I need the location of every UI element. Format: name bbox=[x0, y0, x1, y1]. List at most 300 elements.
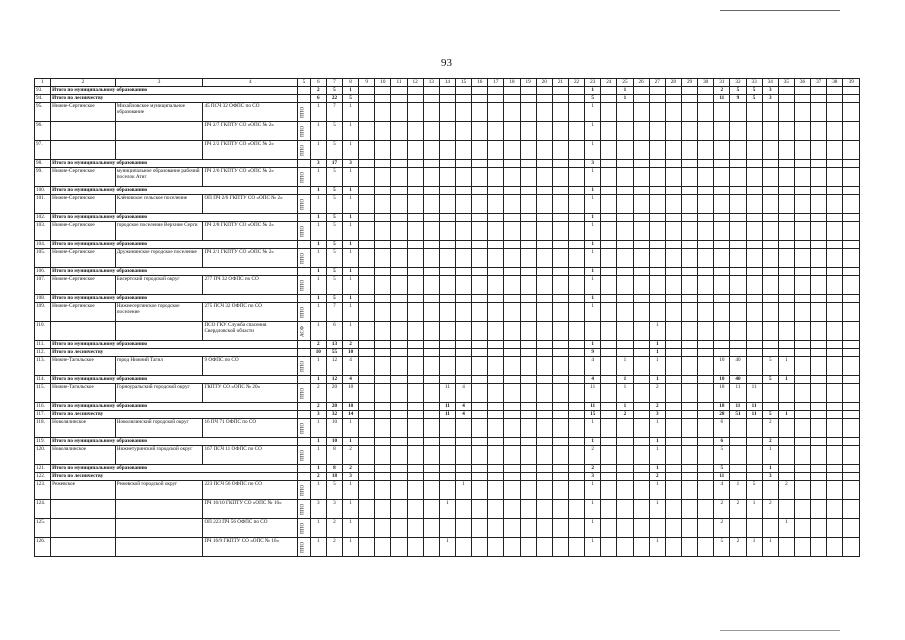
value-cell bbox=[359, 268, 375, 276]
value-cell bbox=[407, 341, 423, 349]
value-cell: 1 bbox=[617, 357, 633, 376]
value-cell: 5 bbox=[326, 141, 342, 160]
value-cell bbox=[472, 295, 488, 303]
total-label: Итого по муниципальному образованию bbox=[51, 268, 298, 276]
column-header: 32 bbox=[730, 79, 746, 87]
value-cell bbox=[520, 500, 536, 519]
value-cell bbox=[827, 481, 843, 500]
value-cell bbox=[552, 241, 568, 249]
value-cell bbox=[536, 187, 552, 195]
value-cell: 40 bbox=[730, 376, 746, 384]
total-row bbox=[35, 95, 860, 103]
unit-cell: 275 ПСЧ 32 ОФПС по СО bbox=[203, 303, 298, 322]
value-cell bbox=[778, 384, 794, 403]
value-cell: 1 bbox=[585, 341, 601, 349]
value-cell: 3 bbox=[585, 160, 601, 168]
value-cell bbox=[552, 168, 568, 187]
table-row bbox=[35, 446, 860, 465]
value-cell bbox=[504, 538, 520, 557]
column-header: 11 bbox=[391, 79, 407, 87]
total-label: Итого по лесничеству bbox=[51, 349, 298, 357]
value-cell bbox=[827, 465, 843, 473]
value-cell: 5 bbox=[326, 268, 342, 276]
value-cell bbox=[633, 103, 649, 122]
value-cell bbox=[391, 276, 407, 295]
value-cell bbox=[811, 195, 827, 214]
value-cell bbox=[633, 403, 649, 411]
value-cell bbox=[617, 341, 633, 349]
value-cell bbox=[520, 376, 536, 384]
value-cell bbox=[472, 403, 488, 411]
value-cell bbox=[375, 187, 391, 195]
value-cell bbox=[488, 419, 504, 438]
header-row bbox=[35, 79, 860, 87]
district-cell: Новолялинское bbox=[51, 419, 116, 438]
value-cell bbox=[456, 500, 472, 519]
value-cell bbox=[407, 349, 423, 357]
value-cell bbox=[568, 519, 584, 538]
value-cell bbox=[472, 214, 488, 222]
total-label: Итого по муниципальному образованию bbox=[51, 341, 298, 349]
row-number: 113. bbox=[35, 357, 51, 376]
value-cell bbox=[794, 322, 810, 341]
value-cell bbox=[617, 195, 633, 214]
value-cell bbox=[633, 214, 649, 222]
type-cell bbox=[298, 438, 311, 446]
value-cell bbox=[520, 168, 536, 187]
value-cell bbox=[359, 411, 375, 419]
value-cell bbox=[375, 376, 391, 384]
value-cell: 6 bbox=[714, 438, 730, 446]
value-cell: 5 bbox=[326, 187, 342, 195]
value-cell bbox=[423, 295, 439, 303]
value-cell bbox=[843, 473, 860, 481]
value-cell bbox=[811, 403, 827, 411]
value-cell bbox=[439, 87, 455, 95]
value-cell bbox=[681, 384, 697, 403]
value-cell bbox=[665, 295, 681, 303]
value-cell bbox=[633, 465, 649, 473]
value-cell bbox=[681, 303, 697, 322]
value-cell bbox=[439, 341, 455, 349]
value-cell: 1 bbox=[343, 419, 359, 438]
value-cell bbox=[552, 141, 568, 160]
value-cell bbox=[359, 376, 375, 384]
value-cell bbox=[617, 122, 633, 141]
value-cell bbox=[472, 160, 488, 168]
value-cell bbox=[665, 500, 681, 519]
column-header: 33 bbox=[746, 79, 762, 87]
value-cell bbox=[617, 322, 633, 341]
value-cell bbox=[536, 473, 552, 481]
value-cell bbox=[504, 322, 520, 341]
value-cell bbox=[811, 419, 827, 438]
value-cell bbox=[439, 122, 455, 141]
value-cell bbox=[794, 411, 810, 419]
table-row bbox=[35, 222, 860, 241]
value-cell: 11 bbox=[439, 411, 455, 419]
value-cell bbox=[633, 481, 649, 500]
value-cell bbox=[827, 403, 843, 411]
value-cell: 1 bbox=[778, 376, 794, 384]
value-cell bbox=[423, 160, 439, 168]
value-cell bbox=[601, 249, 617, 268]
value-cell bbox=[536, 249, 552, 268]
value-cell bbox=[681, 465, 697, 473]
value-cell bbox=[843, 446, 860, 465]
value-cell bbox=[794, 195, 810, 214]
value-cell bbox=[633, 160, 649, 168]
column-header: 15 bbox=[456, 79, 472, 87]
value-cell bbox=[827, 222, 843, 241]
value-cell: 11 bbox=[714, 95, 730, 103]
value-cell bbox=[665, 141, 681, 160]
value-cell bbox=[504, 141, 520, 160]
value-cell bbox=[714, 241, 730, 249]
column-header: 21 bbox=[552, 79, 568, 87]
value-cell bbox=[520, 276, 536, 295]
value-cell bbox=[504, 241, 520, 249]
value-cell: 5 bbox=[714, 538, 730, 557]
value-cell bbox=[633, 295, 649, 303]
value-cell: 1 bbox=[343, 168, 359, 187]
value-cell bbox=[698, 473, 714, 481]
value-cell bbox=[536, 276, 552, 295]
value-cell bbox=[665, 538, 681, 557]
value-cell bbox=[375, 349, 391, 357]
value-cell bbox=[391, 222, 407, 241]
value-cell bbox=[681, 195, 697, 214]
value-cell bbox=[730, 419, 746, 438]
value-cell bbox=[375, 241, 391, 249]
column-header: 26 bbox=[633, 79, 649, 87]
value-cell bbox=[762, 481, 778, 500]
value-cell bbox=[778, 87, 794, 95]
value-cell: 1 bbox=[585, 122, 601, 141]
municipality-cell bbox=[115, 122, 203, 141]
total-row bbox=[35, 349, 860, 357]
value-cell bbox=[811, 87, 827, 95]
total-row bbox=[35, 214, 860, 222]
value-cell bbox=[601, 268, 617, 276]
value-cell bbox=[827, 500, 843, 519]
value-cell bbox=[520, 473, 536, 481]
value-cell: 1 bbox=[310, 214, 326, 222]
value-cell bbox=[472, 103, 488, 122]
value-cell bbox=[698, 87, 714, 95]
value-cell bbox=[375, 276, 391, 295]
value-cell bbox=[746, 122, 762, 141]
value-cell bbox=[375, 103, 391, 122]
value-cell bbox=[488, 187, 504, 195]
value-cell bbox=[714, 322, 730, 341]
value-cell bbox=[375, 303, 391, 322]
value-cell bbox=[827, 141, 843, 160]
value-cell bbox=[423, 403, 439, 411]
value-cell bbox=[714, 295, 730, 303]
unit-cell: 223 ПСЧ 56 ОФПС по СО bbox=[203, 481, 298, 500]
column-header: 36 bbox=[794, 79, 810, 87]
value-cell: 1 bbox=[343, 295, 359, 303]
value-cell bbox=[520, 222, 536, 241]
value-cell bbox=[456, 465, 472, 473]
value-cell bbox=[811, 160, 827, 168]
value-cell bbox=[827, 160, 843, 168]
value-cell bbox=[811, 276, 827, 295]
column-header: 27 bbox=[649, 79, 665, 87]
value-cell bbox=[617, 519, 633, 538]
column-header: 31 bbox=[714, 79, 730, 87]
value-cell bbox=[665, 384, 681, 403]
value-cell bbox=[617, 276, 633, 295]
row-number: 105. bbox=[35, 249, 51, 268]
value-cell bbox=[778, 168, 794, 187]
row-number: 97. bbox=[35, 141, 51, 160]
district-cell: Режевское bbox=[51, 481, 116, 500]
column-header: 37 bbox=[811, 79, 827, 87]
value-cell: 1 bbox=[310, 519, 326, 538]
unit-type-cell: ППО bbox=[298, 222, 311, 241]
value-cell: 3 bbox=[762, 473, 778, 481]
value-cell bbox=[456, 195, 472, 214]
value-cell bbox=[698, 500, 714, 519]
value-cell bbox=[633, 446, 649, 465]
column-header: 39 bbox=[843, 79, 860, 87]
value-cell bbox=[407, 295, 423, 303]
value-cell bbox=[665, 95, 681, 103]
value-cell bbox=[778, 341, 794, 349]
value-cell bbox=[391, 446, 407, 465]
value-cell bbox=[488, 384, 504, 403]
value-cell bbox=[601, 357, 617, 376]
value-cell bbox=[407, 195, 423, 214]
value-cell: 1 bbox=[439, 500, 455, 519]
value-cell bbox=[488, 357, 504, 376]
value-cell bbox=[649, 295, 665, 303]
value-cell bbox=[649, 276, 665, 295]
value-cell bbox=[552, 341, 568, 349]
value-cell: 1 bbox=[343, 122, 359, 141]
table-row bbox=[35, 141, 860, 160]
value-cell bbox=[827, 249, 843, 268]
value-cell bbox=[520, 322, 536, 341]
total-row bbox=[35, 268, 860, 276]
value-cell bbox=[456, 187, 472, 195]
value-cell bbox=[439, 481, 455, 500]
value-cell: 1 bbox=[778, 411, 794, 419]
value-cell: 4 bbox=[456, 403, 472, 411]
value-cell bbox=[423, 87, 439, 95]
value-cell bbox=[568, 95, 584, 103]
value-cell bbox=[375, 384, 391, 403]
value-cell bbox=[391, 419, 407, 438]
value-cell bbox=[375, 322, 391, 341]
value-cell bbox=[504, 103, 520, 122]
value-cell bbox=[633, 473, 649, 481]
value-cell: 2 bbox=[617, 411, 633, 419]
value-cell bbox=[617, 187, 633, 195]
value-cell bbox=[391, 95, 407, 103]
value-cell bbox=[552, 465, 568, 473]
value-cell: 6 bbox=[714, 419, 730, 438]
value-cell bbox=[827, 322, 843, 341]
row-number: 96. bbox=[35, 122, 51, 141]
value-cell: 3 bbox=[310, 411, 326, 419]
value-cell bbox=[698, 446, 714, 465]
value-cell bbox=[568, 419, 584, 438]
value-cell bbox=[601, 341, 617, 349]
value-cell bbox=[617, 438, 633, 446]
column-header: 22 bbox=[568, 79, 584, 87]
value-cell bbox=[375, 222, 391, 241]
value-cell bbox=[762, 349, 778, 357]
value-cell bbox=[456, 249, 472, 268]
value-cell bbox=[407, 187, 423, 195]
value-cell bbox=[649, 95, 665, 103]
value-cell bbox=[601, 438, 617, 446]
value-cell bbox=[568, 214, 584, 222]
value-cell bbox=[536, 446, 552, 465]
value-cell bbox=[407, 519, 423, 538]
table-row bbox=[35, 103, 860, 122]
value-cell bbox=[843, 376, 860, 384]
value-cell bbox=[391, 214, 407, 222]
value-cell bbox=[665, 103, 681, 122]
unit-cell: 45 ПСЧ 32 ОФПС по СО bbox=[203, 103, 298, 122]
value-cell bbox=[811, 222, 827, 241]
value-cell bbox=[568, 122, 584, 141]
row-number: 123. bbox=[35, 481, 51, 500]
value-cell bbox=[633, 322, 649, 341]
value-cell bbox=[568, 268, 584, 276]
value-cell bbox=[456, 141, 472, 160]
value-cell bbox=[746, 438, 762, 446]
value-cell bbox=[617, 303, 633, 322]
value-cell bbox=[439, 519, 455, 538]
value-cell bbox=[536, 222, 552, 241]
value-cell: 2 bbox=[585, 465, 601, 473]
unit-type-cell: ППО bbox=[298, 122, 311, 141]
value-cell: 3 bbox=[649, 411, 665, 419]
value-cell bbox=[472, 187, 488, 195]
value-cell bbox=[568, 249, 584, 268]
value-cell bbox=[730, 268, 746, 276]
column-header: 7 bbox=[326, 79, 342, 87]
value-cell bbox=[552, 222, 568, 241]
total-label: Итого по муниципальному образованию bbox=[51, 241, 298, 249]
value-cell bbox=[552, 419, 568, 438]
value-cell: 1 bbox=[762, 538, 778, 557]
value-cell bbox=[488, 295, 504, 303]
value-cell bbox=[359, 249, 375, 268]
total-label: Итого по муниципальному образованию bbox=[51, 160, 298, 168]
value-cell bbox=[423, 376, 439, 384]
table-row bbox=[35, 384, 860, 403]
value-cell bbox=[536, 195, 552, 214]
value-cell bbox=[601, 168, 617, 187]
value-cell bbox=[730, 438, 746, 446]
value-cell bbox=[407, 168, 423, 187]
bottom-rule bbox=[720, 630, 840, 631]
value-cell bbox=[827, 95, 843, 103]
value-cell bbox=[520, 87, 536, 95]
value-cell: 18 bbox=[714, 403, 730, 411]
value-cell bbox=[633, 438, 649, 446]
value-cell bbox=[520, 384, 536, 403]
value-cell bbox=[407, 465, 423, 473]
value-cell bbox=[472, 465, 488, 473]
value-cell: 7 bbox=[326, 303, 342, 322]
value-cell bbox=[843, 103, 860, 122]
row-number: 93. bbox=[35, 87, 51, 95]
value-cell bbox=[359, 303, 375, 322]
table-row bbox=[35, 195, 860, 214]
value-cell bbox=[762, 519, 778, 538]
value-cell bbox=[488, 103, 504, 122]
value-cell bbox=[746, 214, 762, 222]
value-cell bbox=[407, 87, 423, 95]
value-cell: 1 bbox=[585, 249, 601, 268]
value-cell: 28 bbox=[714, 411, 730, 419]
row-number: 125. bbox=[35, 519, 51, 538]
value-cell bbox=[504, 500, 520, 519]
value-cell bbox=[601, 411, 617, 419]
total-label: Итого по лесничеству bbox=[51, 411, 298, 419]
municipality-cell bbox=[115, 538, 203, 557]
value-cell bbox=[698, 403, 714, 411]
value-cell bbox=[827, 187, 843, 195]
value-cell bbox=[568, 295, 584, 303]
value-cell: 1 bbox=[585, 222, 601, 241]
total-row bbox=[35, 403, 860, 411]
value-cell bbox=[552, 357, 568, 376]
total-row bbox=[35, 295, 860, 303]
value-cell bbox=[423, 195, 439, 214]
unit-type-cell: ППО bbox=[298, 168, 311, 187]
value-cell bbox=[391, 349, 407, 357]
value-cell bbox=[423, 438, 439, 446]
value-cell bbox=[439, 303, 455, 322]
value-cell bbox=[698, 411, 714, 419]
total-row bbox=[35, 160, 860, 168]
value-cell bbox=[601, 295, 617, 303]
value-cell bbox=[439, 268, 455, 276]
value-cell: 1 bbox=[310, 103, 326, 122]
value-cell bbox=[568, 222, 584, 241]
value-cell bbox=[811, 268, 827, 276]
value-cell bbox=[649, 168, 665, 187]
value-cell bbox=[730, 303, 746, 322]
value-cell bbox=[746, 295, 762, 303]
row-number: 103. bbox=[35, 222, 51, 241]
value-cell: 2 bbox=[762, 438, 778, 446]
value-cell bbox=[568, 357, 584, 376]
unit-type-cell: ППО bbox=[298, 446, 311, 465]
unit-cell: ПЧ 2/6 ГКПТУ СО «ОПС № 2» bbox=[203, 168, 298, 187]
value-cell bbox=[456, 214, 472, 222]
value-cell: 1 bbox=[310, 122, 326, 141]
value-cell bbox=[778, 465, 794, 473]
type-cell bbox=[298, 295, 311, 303]
value-cell bbox=[568, 384, 584, 403]
value-cell bbox=[794, 419, 810, 438]
value-cell bbox=[649, 519, 665, 538]
value-cell bbox=[423, 465, 439, 473]
value-cell bbox=[423, 241, 439, 249]
value-cell: 2 bbox=[326, 519, 342, 538]
value-cell bbox=[617, 481, 633, 500]
value-cell bbox=[681, 473, 697, 481]
